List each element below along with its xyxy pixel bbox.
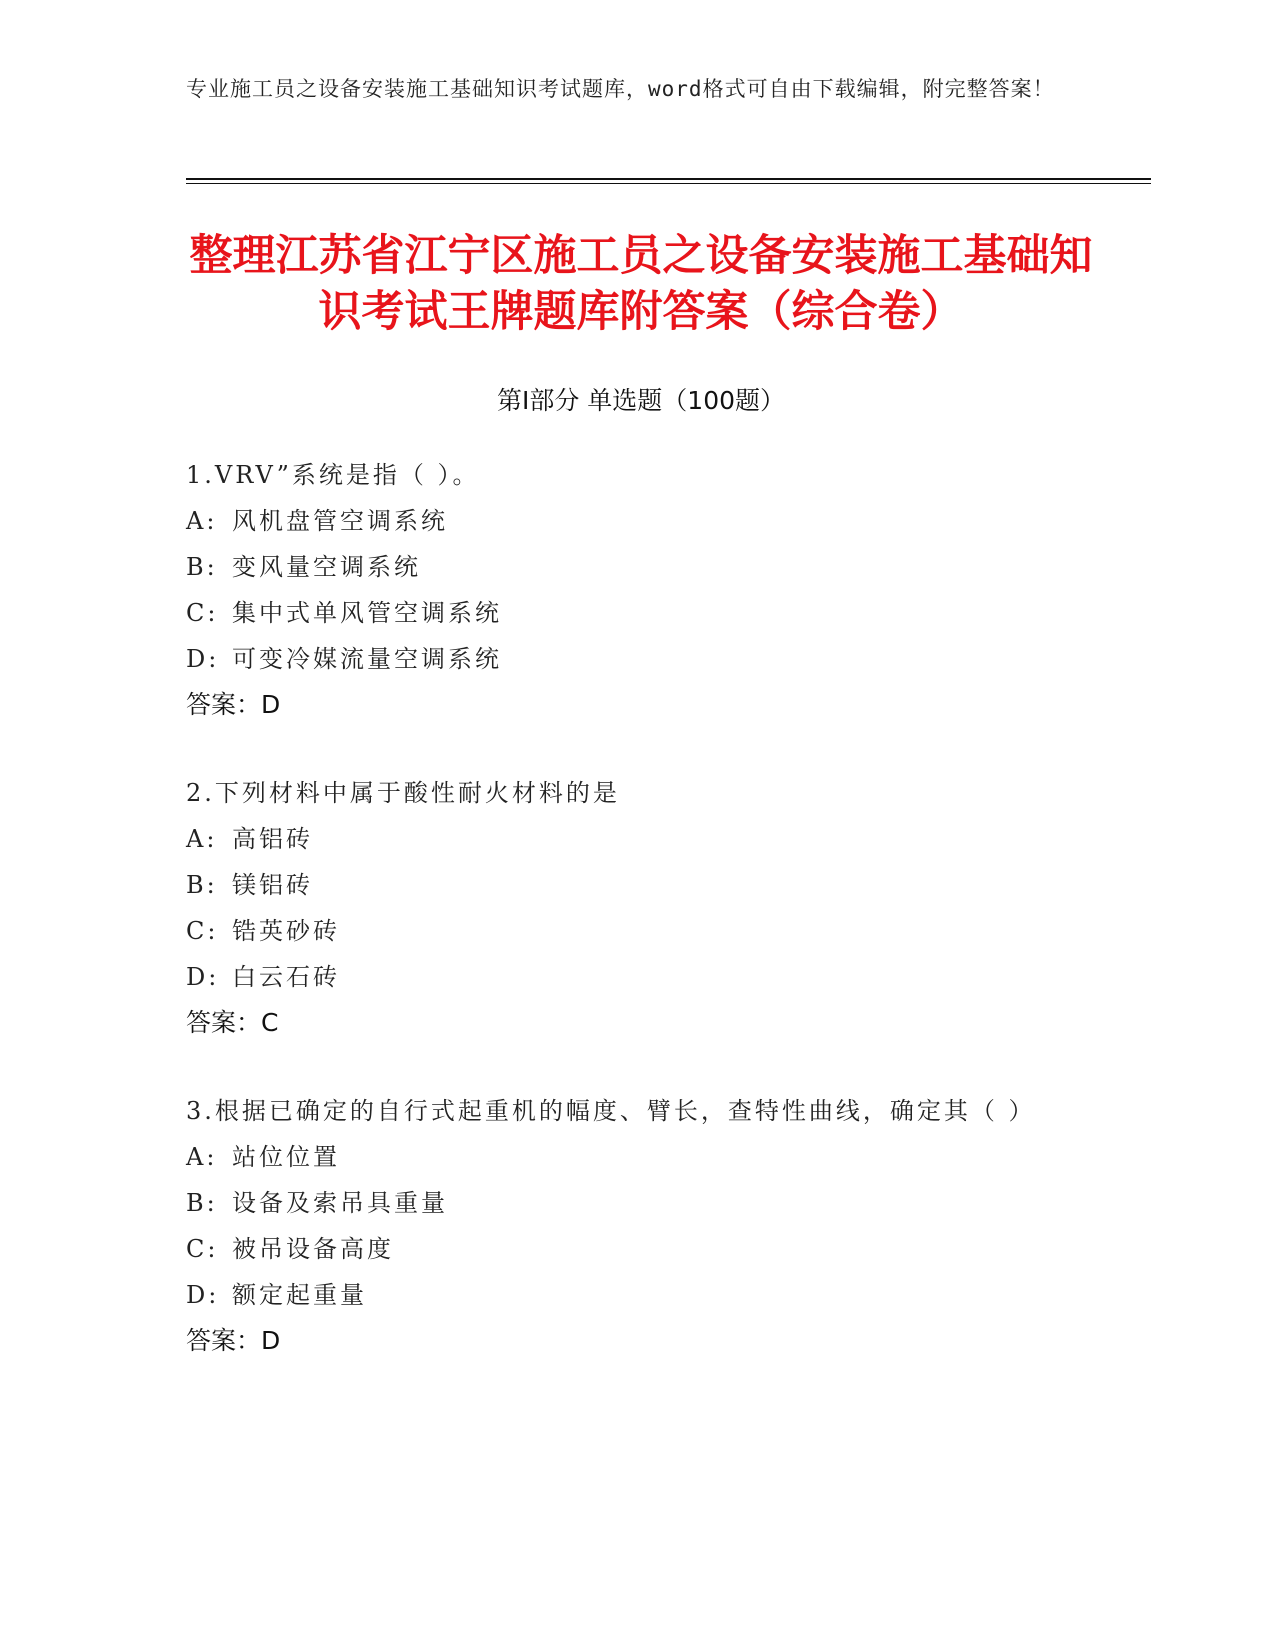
- answer-line: 答案：D: [186, 690, 281, 719]
- option-b: [186, 544, 1066, 590]
- option-d: [186, 1272, 1066, 1318]
- option-text: 变风量空调系统: [232, 553, 421, 581]
- option-letter: D:: [186, 1281, 220, 1309]
- option-text: 被吊设备高度: [232, 1235, 394, 1263]
- option-c: [186, 1226, 1066, 1272]
- header-note: 专业施工员之设备安装施工基础知识考试题库，word格式可自由下载编辑，附完整答案！: [186, 77, 1055, 101]
- option-letter: C:: [186, 1235, 219, 1263]
- question-stem: 1.VRV”系统是指（ ）。: [186, 461, 480, 489]
- option-letter: C:: [186, 599, 219, 627]
- option-letter: A:: [186, 507, 218, 535]
- option-d: [186, 636, 1066, 682]
- question-2: [186, 770, 1066, 1046]
- option-text: 风机盘管空调系统: [232, 507, 448, 535]
- option-a: [186, 498, 1066, 544]
- question-stem: 3.根据已确定的自行式起重机的幅度、臂长，查特性曲线，确定其（ ）: [186, 1097, 1036, 1125]
- option-c: [186, 590, 1066, 636]
- option-text: 镁铝砖: [232, 871, 313, 899]
- question-3: [186, 1088, 1066, 1364]
- option-text: 集中式单风管空调系统: [232, 599, 502, 627]
- header-divider-thick: [186, 178, 1151, 180]
- option-letter: B:: [186, 553, 218, 581]
- option-d: [186, 954, 1066, 1000]
- answer-line: 答案：C: [186, 1008, 279, 1037]
- option-letter: C:: [186, 917, 219, 945]
- header-divider-thin: [186, 183, 1151, 184]
- option-a: [186, 816, 1066, 862]
- option-a: [186, 1134, 1066, 1180]
- option-b: [186, 1180, 1066, 1226]
- option-c: [186, 908, 1066, 954]
- option-text: 设备及索吊具重量: [232, 1189, 448, 1217]
- option-letter: D:: [186, 645, 220, 673]
- question-stem: 2.下列材料中属于酸性耐火材料的是: [186, 779, 620, 807]
- option-text: 可变冷媒流量空调系统: [232, 645, 502, 673]
- option-letter: B:: [186, 871, 218, 899]
- option-text: 高铝砖: [232, 825, 313, 853]
- answer-line: 答案：D: [186, 1326, 281, 1355]
- option-text: 站位位置: [232, 1143, 340, 1171]
- option-letter: A:: [186, 825, 218, 853]
- section-heading: 第Ⅰ部分 单选题（100题）: [496, 386, 786, 415]
- document-title: 整理江苏省江宁区施工员之设备安装施工基础知识考试王牌题库附答案（综合卷）: [189, 231, 1093, 337]
- option-text: 额定起重量: [232, 1281, 367, 1309]
- question-1: [186, 452, 1066, 728]
- option-text: 锆英砂砖: [232, 917, 340, 945]
- option-letter: B:: [186, 1189, 218, 1217]
- option-letter: D:: [186, 963, 220, 991]
- option-letter: A:: [186, 1143, 218, 1171]
- option-b: [186, 862, 1066, 908]
- option-text: 白云石砖: [232, 963, 340, 991]
